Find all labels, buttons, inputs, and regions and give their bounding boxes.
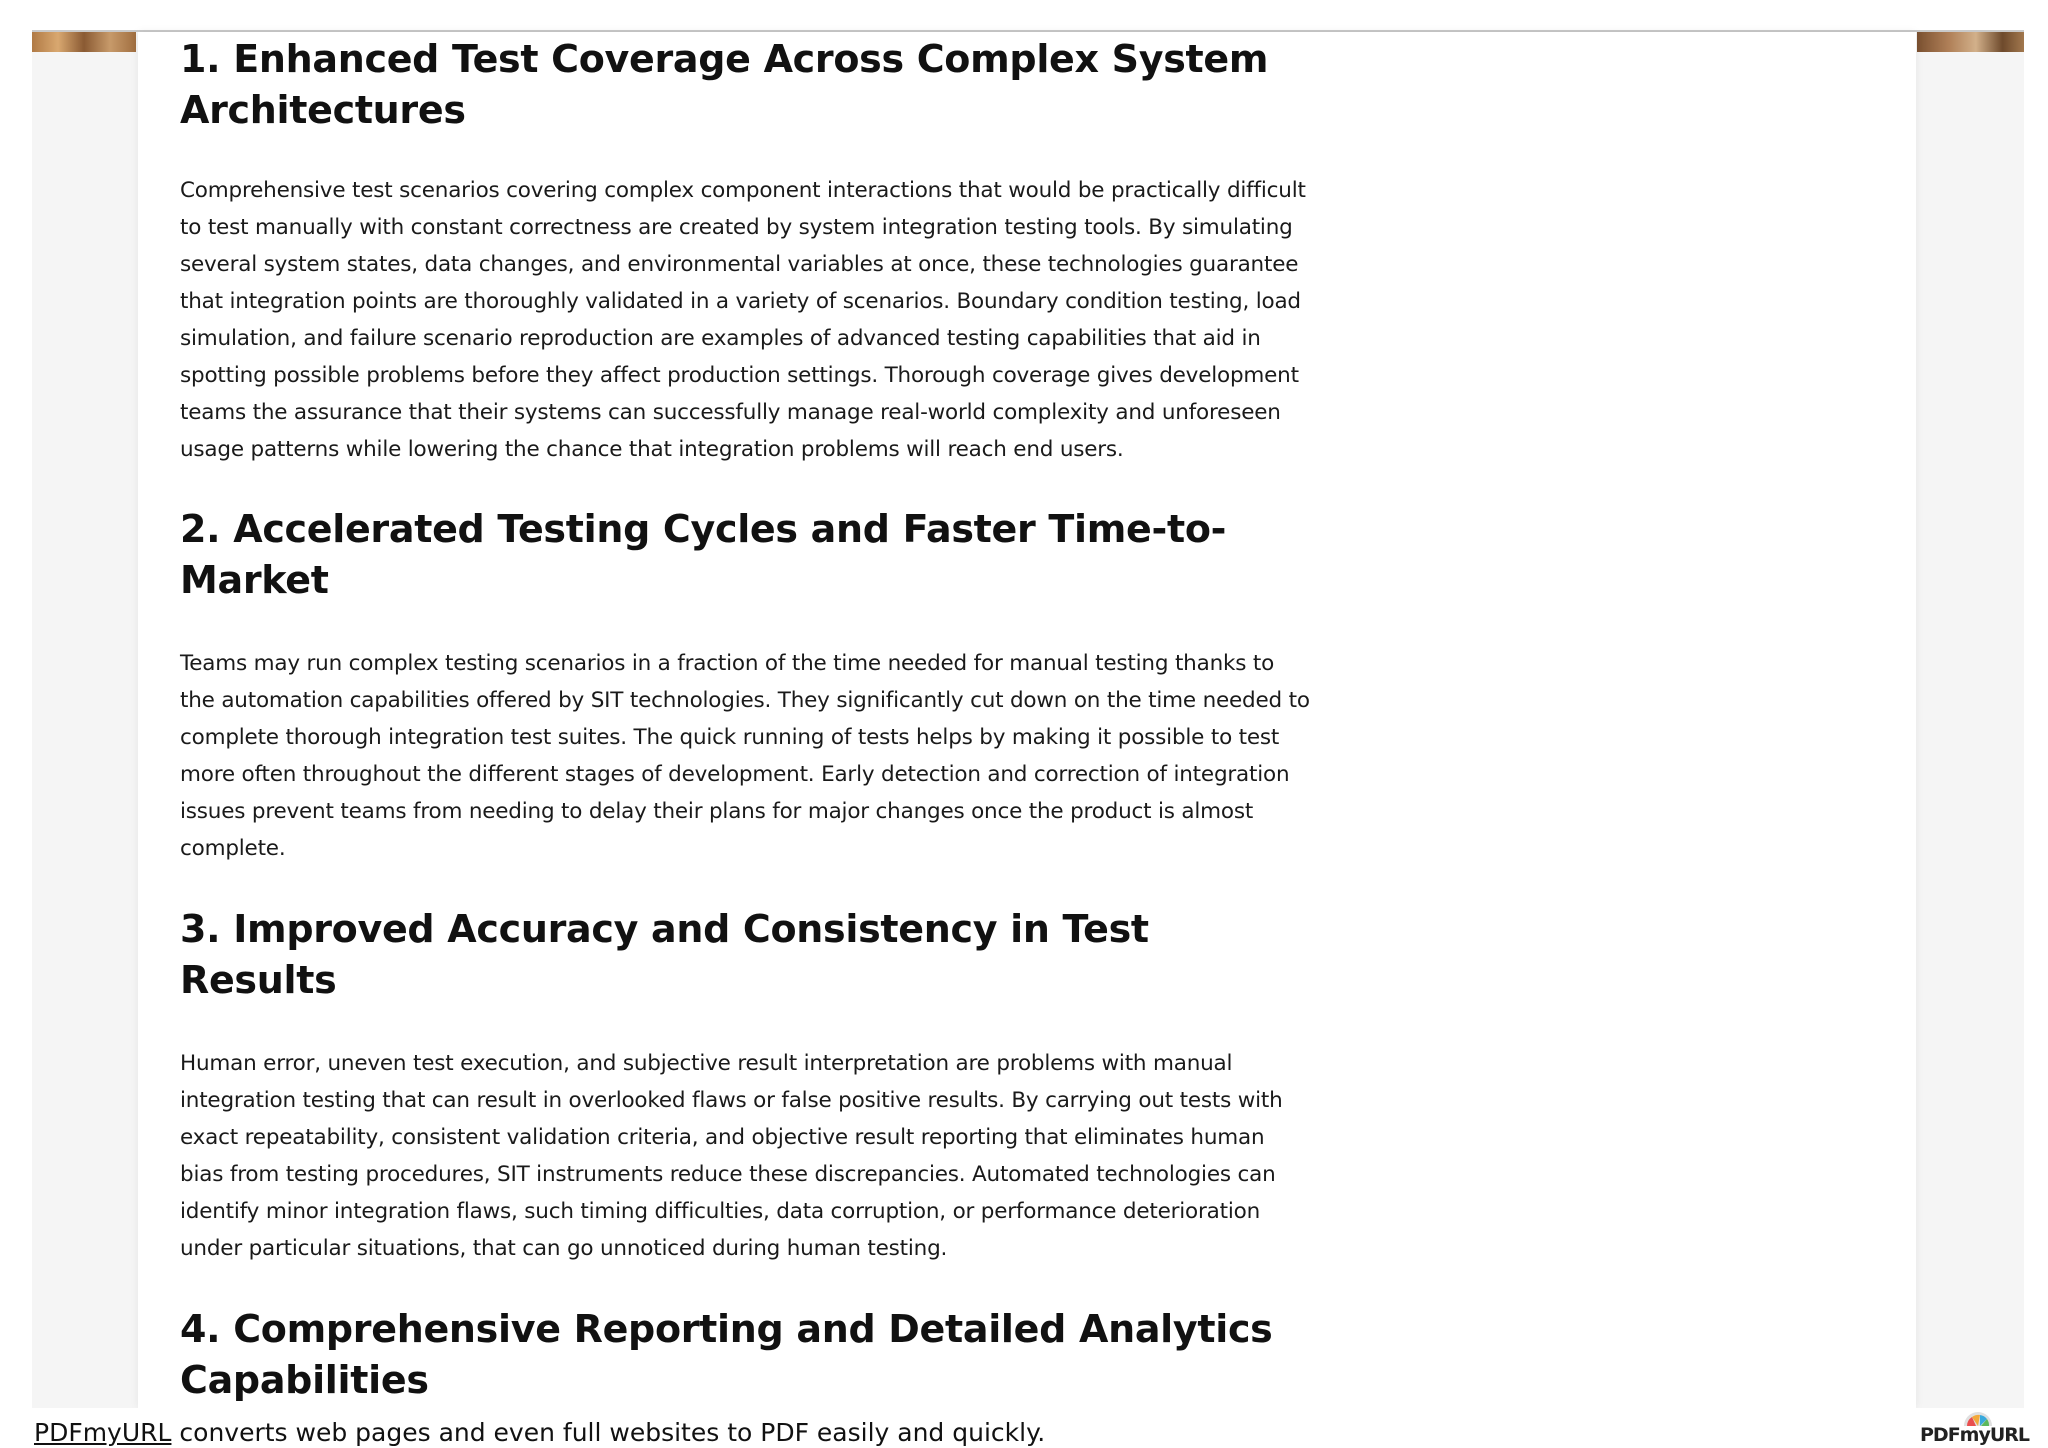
footer-text — [34, 1418, 1045, 1448]
section-paragraph: Human error, uneven test execution, and subjective result interpretation are problems with manual integration testing that can result in overlooked flaws or false positive results. By carrying out tests with exact repeatability, consistent validation criteria, and objective result reporting that eliminates human bias from testing procedures, SIT instruments reduce these discrepancies. Automated technologies can identify minor integration flaws, such timing difficulties, data corruption, or performance deterioration under particular situations, that can go unnoticed during human testing. — [180, 1051, 1283, 1261]
pdfmyurl-link[interactable]: PDFmyURL — [34, 1418, 172, 1447]
article — [180, 32, 1310, 1406]
pdfmyurl-logo[interactable] — [1918, 1410, 2030, 1446]
section-heading: 1. Enhanced Test Coverage Across Complex System Architectures — [180, 37, 1269, 132]
header-image-strip-left — [32, 32, 136, 52]
header-image-strip-right — [1917, 32, 2024, 52]
section-heading: 3. Improved Accuracy and Consistency in Test Results — [180, 907, 1149, 1002]
section-paragraph: Comprehensive test scenarios covering complex component interactions that would be practically difficult to test manually with constant correctness are created by system integration testing tools. By simulating several system states, data changes, and environmental variables at once, these technologies guarantee that integration points are thoroughly validated in a variety of scenarios. Boundary condition testing, load simulation, and failure scenario reproduction are examples of advanced testing capabilities that aid in spotting possible problems before they affect production settings. Thorough coverage gives development teams the assurance that their systems can successfully manage real-world complexity and unforeseen usage patterns while lowering the chance that integration problems will reach end users. — [180, 178, 1306, 462]
pdfmyurl-logo-text: PDFmyURL — [1920, 1424, 2030, 1446]
section-heading: 4. Comprehensive Reporting and Detailed Analytics Capabilities — [180, 1307, 1273, 1402]
section-paragraph: Teams may run complex testing scenarios in a fraction of the time needed for manual testing thanks to the automation capabilities offered by SIT technologies. They significantly cut down on the time needed to complete thorough integration test suites. The quick running of tests helps by making it possible to test more often throughout the different stages of development. Early detection and correction of integration issues prevent teams from needing to delay their plans for major changes once the product is almost complete. — [180, 651, 1310, 861]
section-heading: 2. Accelerated Testing Cycles and Faster Time-to-Market — [180, 507, 1227, 602]
footer-caption: converts web pages and even full websites to PDF easily and quickly. — [171, 1418, 1046, 1447]
